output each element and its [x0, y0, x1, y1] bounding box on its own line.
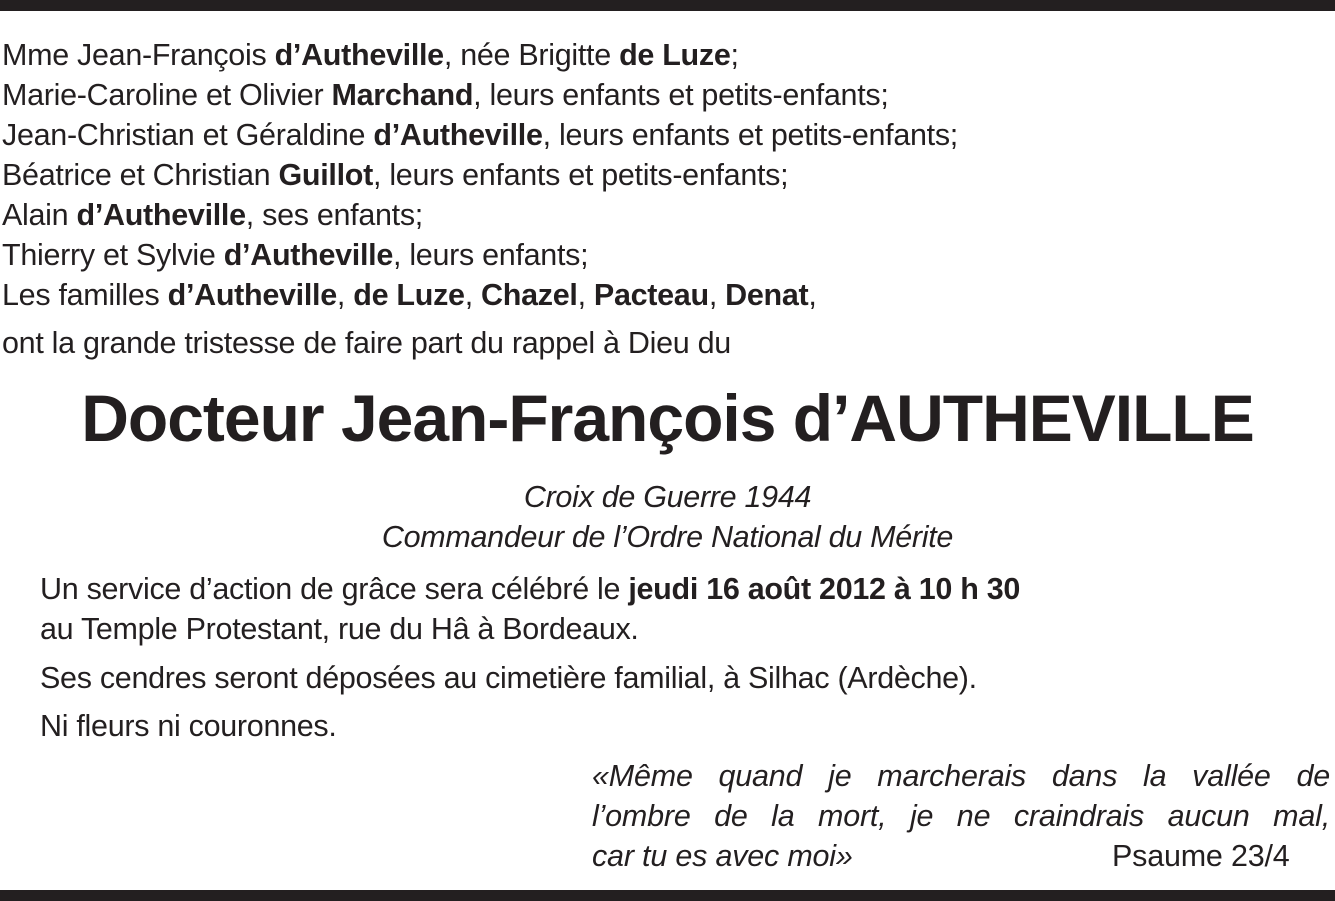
- family-text: Alain: [2, 198, 77, 232]
- family-surname: Pacteau: [593, 278, 709, 312]
- family-text: , leurs enfants et petits-enfants;: [542, 118, 958, 152]
- quote-text: car tu es avec moi»: [592, 839, 853, 873]
- separator: ,: [708, 278, 726, 312]
- honor-ordre-national: Commandeur de l’Ordre National du Mérite: [381, 520, 954, 554]
- quote-line-1: «Même quand je marcherais dans la vallée de: [592, 759, 1330, 793]
- family-text: Mme Jean-François: [2, 38, 275, 72]
- top-rule: [0, 0, 1335, 11]
- family-text: , leurs enfants;: [392, 238, 589, 272]
- family-line-5: [2, 195, 423, 235]
- families-line: [2, 275, 817, 315]
- family-text: Marie-Caroline et Olivier: [2, 78, 332, 112]
- quote-line-3: [592, 836, 1330, 876]
- family-surname: d’Autheville: [223, 238, 393, 272]
- service-line: [40, 569, 1020, 609]
- family-surname: de Luze: [353, 278, 465, 312]
- family-surname: Chazel: [481, 278, 578, 312]
- separator: ,: [577, 278, 594, 312]
- announcement-text: ont la grande tristesse de faire part du rappel à Dieu du: [2, 326, 731, 360]
- family-surname: Guillot: [278, 158, 373, 192]
- family-text: Béatrice et Christian: [2, 158, 279, 192]
- separator: ,: [336, 278, 354, 312]
- quote-line-2: l’ombre de la mort, je ne craindrais aucun mal,: [592, 799, 1330, 833]
- family-line-3: [2, 115, 958, 155]
- family-line-6: [2, 235, 588, 275]
- family-surname: d’Autheville: [274, 38, 444, 72]
- honor-croix-de-guerre: Croix de Guerre 1944: [523, 480, 812, 514]
- service-place: au Temple Protestant, rue du Hâ à Bordeaux.: [40, 612, 639, 646]
- family-line-4: [2, 155, 788, 195]
- family-text: , née Brigitte: [443, 38, 620, 72]
- separator: ,: [464, 278, 482, 312]
- families-end: ,: [808, 278, 817, 312]
- psalm-quote: [592, 756, 1330, 876]
- family-text: ;: [730, 38, 739, 72]
- flowers-text: Ni fleurs ni couronnes.: [40, 709, 337, 743]
- family-surname: d’Autheville: [373, 118, 543, 152]
- families-prefix: Les familles: [2, 278, 168, 312]
- family-text: , leurs enfants et petits-enfants;: [372, 158, 789, 192]
- family-surname: d’Autheville: [76, 198, 246, 232]
- family-text: Thierry et Sylvie: [2, 238, 224, 272]
- psalm-reference: Psaume 23/4: [1112, 839, 1290, 873]
- family-surname: de Luze: [619, 38, 731, 72]
- ashes-text: Ses cendres seront déposées au cimetière familial, à Silhac (Ardèche).: [40, 661, 977, 695]
- family-surname: Marchand: [331, 78, 474, 112]
- family-text: , ses enfants;: [245, 198, 423, 232]
- service-date: jeudi 16 août 2012 à 10 h 30: [628, 572, 1021, 606]
- family-text: , leurs enfants et petits-enfants;: [473, 78, 889, 112]
- service-text: Un service d’action de grâce sera célébré le: [40, 572, 629, 606]
- bottom-rule: [0, 890, 1335, 901]
- family-text: Jean-Christian et Géraldine: [2, 118, 374, 152]
- family-line-2: [2, 75, 889, 115]
- family-surname: d’Autheville: [167, 278, 337, 312]
- deceased-name: Docteur Jean-François d’AUTHEVILLE: [81, 381, 1254, 455]
- family-surname: Denat: [725, 278, 809, 312]
- family-line-1: [2, 35, 739, 75]
